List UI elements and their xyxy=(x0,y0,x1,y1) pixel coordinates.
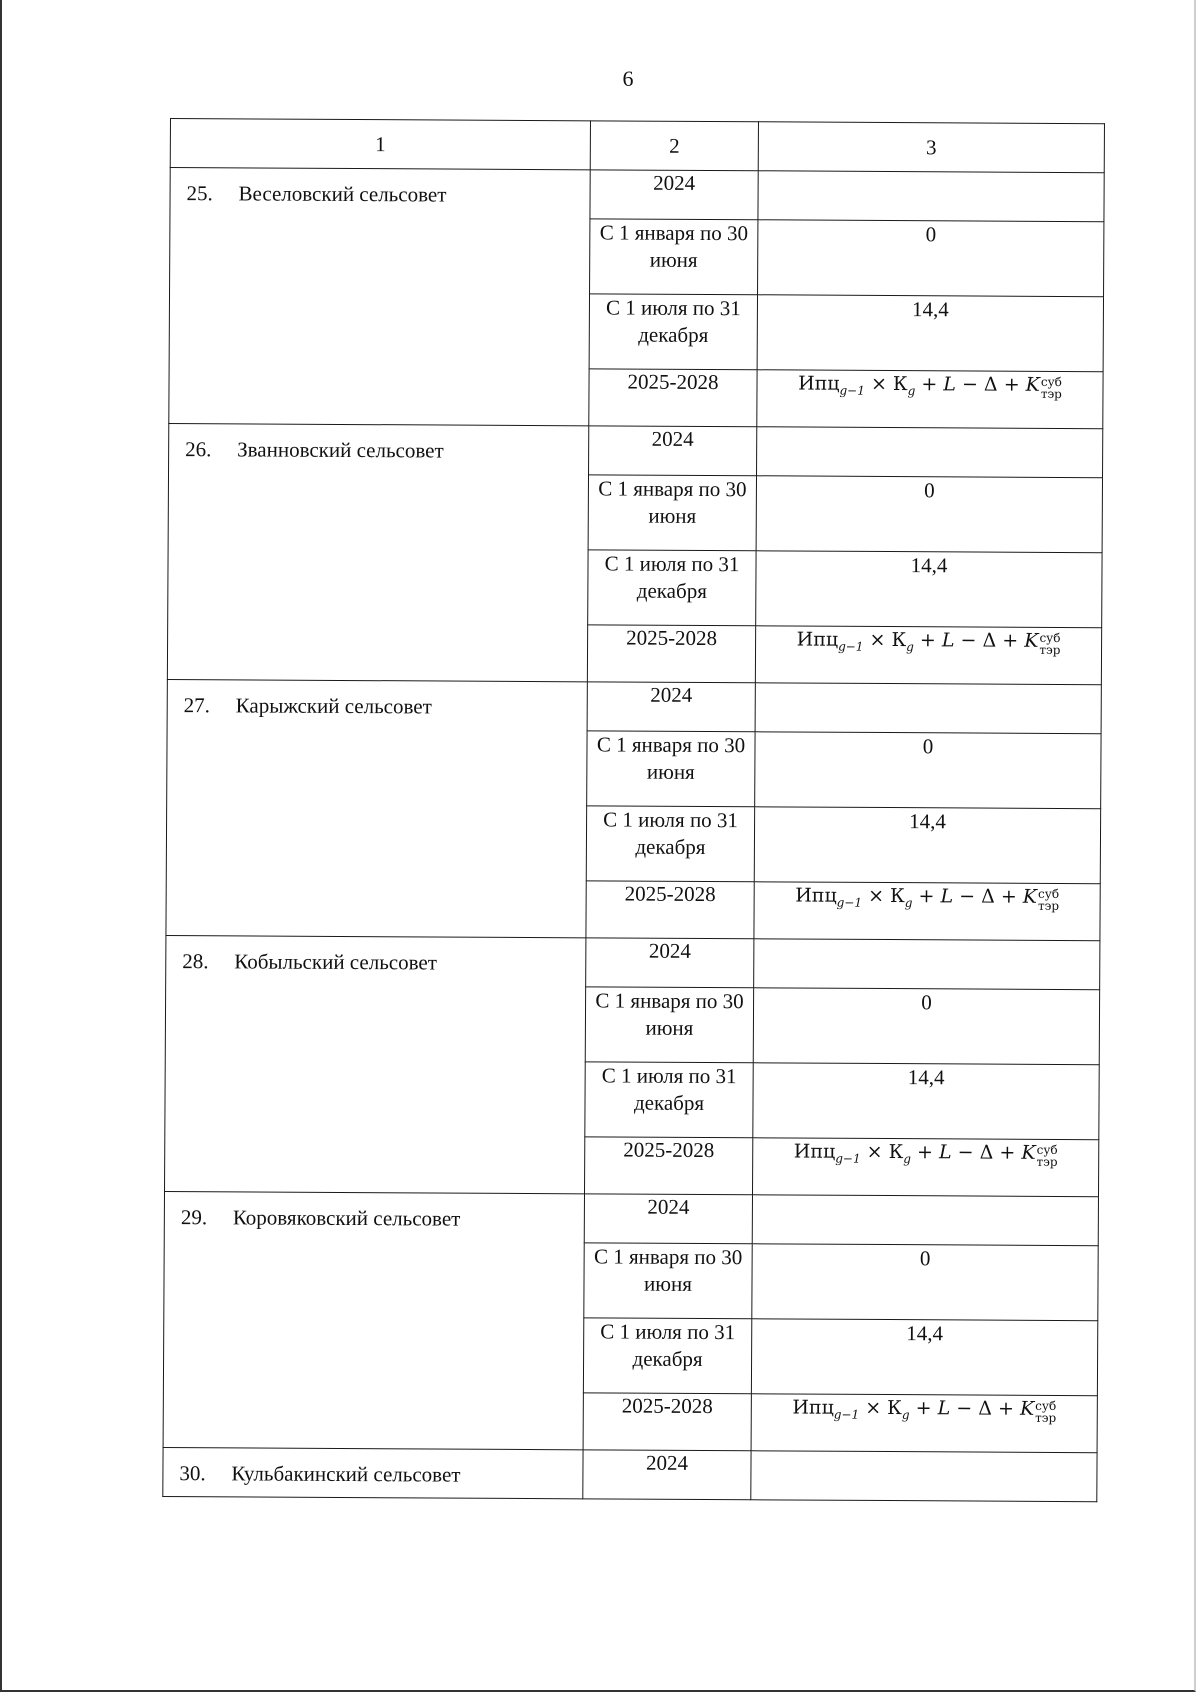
formula-k: К xyxy=(892,373,908,396)
formula-base: Ипц xyxy=(792,1396,834,1419)
formula-base: Ипц xyxy=(796,628,839,651)
formula-times: × xyxy=(860,1140,889,1164)
period-cell: 2024 xyxy=(586,938,754,988)
formula-plus: + xyxy=(993,1141,1022,1164)
value-cell: 0 xyxy=(756,476,1102,553)
formula-plus: + xyxy=(915,373,944,396)
tariff-table xyxy=(162,118,1105,1502)
formula-minus: − xyxy=(953,885,982,908)
value-cell xyxy=(751,1394,1097,1453)
formula-k2-indices xyxy=(1037,1144,1058,1168)
value-cell xyxy=(752,1195,1098,1246)
formula-times: × xyxy=(864,372,893,396)
formula-k2-sub: тэр xyxy=(1040,386,1062,401)
formula-base: Ипц xyxy=(795,884,837,907)
settlement-cell xyxy=(169,168,590,426)
value-cell: 14,4 xyxy=(754,807,1100,884)
formula-delta: Δ xyxy=(979,1141,994,1164)
value-cell xyxy=(758,171,1104,222)
row-number: 29. xyxy=(180,1205,208,1230)
period-cell: 2024 xyxy=(584,1194,752,1244)
formula-k: К xyxy=(887,1397,902,1420)
period-cell: С 1 июля по 31 декабря xyxy=(586,806,754,882)
formula-k-sub: g xyxy=(901,1407,910,1422)
formula-k: К xyxy=(890,885,905,908)
formula-k2: K xyxy=(1021,1141,1036,1164)
settlement-cell xyxy=(167,423,588,681)
formula-k2-sup: суб xyxy=(1040,374,1062,389)
formula-base: Ипц xyxy=(798,372,840,395)
formula-base-sub: g−1 xyxy=(839,383,865,398)
formula-k2-indices xyxy=(1039,632,1060,656)
column-header: 1 xyxy=(170,119,590,170)
period-cell: 2024 xyxy=(589,426,757,476)
formula-k-sub: g xyxy=(906,639,914,654)
settlement-cell xyxy=(163,1447,583,1498)
formula-plus: + xyxy=(997,373,1026,396)
period-cell: С 1 января по 30 июня xyxy=(584,1243,752,1319)
value-cell xyxy=(752,1138,1098,1197)
formula-plus: + xyxy=(913,629,942,652)
value-cell xyxy=(751,1451,1097,1502)
settlement-name: Коровяковский сельсовет xyxy=(232,1205,461,1231)
settlement-name: Кульбакинский сельсовет xyxy=(231,1461,461,1487)
value-cell xyxy=(755,626,1101,685)
formula-k2-sub: тэр xyxy=(1036,1154,1058,1169)
settlement-cell xyxy=(165,935,586,1193)
value-cell: 14,4 xyxy=(757,295,1103,372)
formula-k2-sup: суб xyxy=(1039,630,1061,645)
value-cell xyxy=(754,939,1100,990)
formula-delta: Δ xyxy=(982,629,997,652)
formula-times: × xyxy=(863,628,892,652)
formula xyxy=(796,628,1061,657)
period-cell: 2025-2028 xyxy=(586,881,754,939)
settlement-name: Званновский сельсовет xyxy=(237,437,444,463)
formula-plus: + xyxy=(912,885,941,908)
formula-minus: − xyxy=(951,1141,980,1164)
formula-base-sub: g−1 xyxy=(833,1407,860,1422)
value-cell xyxy=(757,427,1103,478)
row-number: 26. xyxy=(185,437,212,462)
row-number: 25. xyxy=(186,181,213,206)
table-header-row xyxy=(170,119,1104,173)
value-cell: 0 xyxy=(755,732,1101,809)
period-cell: С 1 июля по 31 декабря xyxy=(583,1318,751,1394)
formula-k2: K xyxy=(1025,373,1040,396)
value-cell xyxy=(757,370,1103,429)
table-row xyxy=(170,168,1104,222)
period-cell: С 1 января по 30 июня xyxy=(588,475,756,551)
formula-k2-sup: суб xyxy=(1038,886,1060,901)
settlement-name: Карыжский сельсовет xyxy=(235,693,432,719)
page-number: 6 xyxy=(622,66,634,91)
formula-plus: + xyxy=(996,629,1025,652)
formula xyxy=(793,1140,1058,1169)
settlement-name: Кобыльский сельсовет xyxy=(234,949,437,975)
formula-l: L xyxy=(940,885,954,908)
formula-l: L xyxy=(941,629,955,652)
period-cell: С 1 января по 30 июня xyxy=(587,731,755,807)
value-cell: 14,4 xyxy=(751,1319,1097,1396)
settlement-name: Веселовский сельсовет xyxy=(238,181,447,207)
period-cell: С 1 июля по 31 декабря xyxy=(589,294,757,370)
period-cell: 2025-2028 xyxy=(587,625,755,683)
formula-plus: + xyxy=(991,1397,1021,1420)
column-header: 2 xyxy=(590,121,758,171)
formula-plus: + xyxy=(909,1397,938,1420)
formula-k2: K xyxy=(1024,629,1039,652)
period-cell: 2025-2028 xyxy=(584,1137,752,1195)
formula-times: × xyxy=(859,1396,888,1420)
formula-k2: K xyxy=(1019,1397,1035,1420)
formula-k2-sub: тэр xyxy=(1039,642,1061,657)
table-row xyxy=(167,679,1101,733)
column-header: 3 xyxy=(758,122,1104,173)
value-cell xyxy=(755,683,1101,734)
formula-plus: + xyxy=(994,885,1023,908)
table-row xyxy=(166,935,1100,989)
formula-base: Ипц xyxy=(793,1140,836,1163)
period-cell: 2024 xyxy=(583,1450,751,1500)
row-number: 28. xyxy=(182,949,209,974)
value-cell: 14,4 xyxy=(753,1063,1099,1140)
formula-k-sub: g xyxy=(903,1151,912,1166)
formula-base-sub: g−1 xyxy=(836,895,863,910)
formula-k2: K xyxy=(1022,885,1038,908)
formula-l: L xyxy=(937,1397,951,1420)
formula xyxy=(792,1396,1057,1425)
formula-times: × xyxy=(862,884,891,908)
value-cell xyxy=(754,882,1100,941)
row-number: 27. xyxy=(183,693,211,718)
period-cell: С 1 июля по 31 декабря xyxy=(585,1062,753,1138)
table-row xyxy=(164,1191,1098,1245)
formula-l: L xyxy=(938,1141,952,1164)
settlement-cell xyxy=(166,679,587,937)
formula-k-sub: g xyxy=(904,895,913,910)
formula-k2-sup: суб xyxy=(1036,1142,1058,1157)
formula xyxy=(798,372,1062,401)
formula-k: К xyxy=(888,1141,904,1164)
formula-base-sub: g−1 xyxy=(835,1151,861,1166)
formula-minus: − xyxy=(955,373,985,396)
table-body xyxy=(163,168,1104,1502)
value-cell: 14,4 xyxy=(756,551,1102,628)
formula-k: К xyxy=(891,629,907,652)
table-row xyxy=(169,423,1103,477)
formula-k-sub: g xyxy=(907,383,916,398)
formula xyxy=(795,884,1060,913)
formula-k2-sub: тэр xyxy=(1037,898,1060,913)
period-cell: 2025-2028 xyxy=(589,369,757,427)
formula-minus: − xyxy=(954,629,983,652)
formula-base-sub: g−1 xyxy=(838,639,864,654)
period-cell: С 1 января по 30 июня xyxy=(590,219,758,295)
table-row xyxy=(163,1447,1097,1501)
formula-minus: − xyxy=(950,1397,979,1420)
formula-l: L xyxy=(943,373,957,396)
period-cell: С 1 июля по 31 декабря xyxy=(588,550,756,626)
row-number: 30. xyxy=(179,1461,206,1486)
period-cell: 2024 xyxy=(590,170,758,220)
formula-plus: + xyxy=(910,1141,940,1164)
period-cell: С 1 января по 30 июня xyxy=(585,987,753,1063)
formula-k2-indices xyxy=(1041,376,1062,400)
formula-delta: Δ xyxy=(983,373,998,396)
formula-k2-indices xyxy=(1038,888,1059,912)
formula-k2-indices xyxy=(1035,1400,1056,1424)
period-cell: 2025-2028 xyxy=(583,1393,751,1451)
value-cell: 0 xyxy=(758,220,1104,297)
formula-k2-sup: суб xyxy=(1035,1398,1057,1413)
value-cell: 0 xyxy=(752,1244,1098,1321)
period-cell: 2024 xyxy=(587,682,755,732)
value-cell: 0 xyxy=(753,988,1099,1065)
formula-k2-sub: тэр xyxy=(1035,1410,1057,1425)
formula-delta: Δ xyxy=(981,885,995,908)
formula-delta: Δ xyxy=(978,1397,993,1420)
settlement-cell xyxy=(163,1191,584,1449)
